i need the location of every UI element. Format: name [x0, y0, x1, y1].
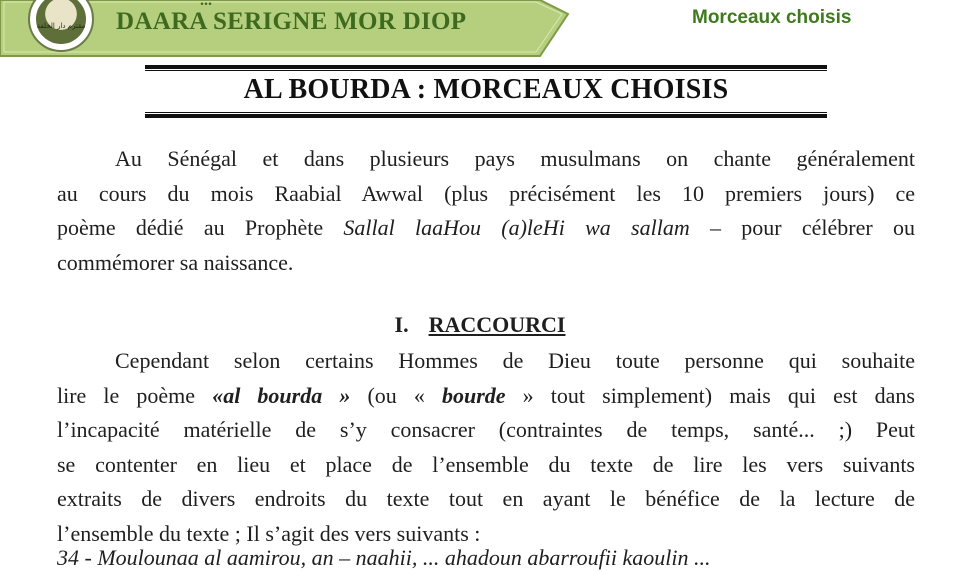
title-rule-top	[145, 65, 827, 69]
body-line-5: extraits de divers endroits du texte tout en ayant le bénéfice de la lecture de	[57, 486, 915, 511]
intro-line-3-suffix: – pour célébrer ou	[689, 215, 915, 240]
banner-subtitle: ...	[200, 0, 212, 9]
body-line-1: Cependant selon certains Hommes de Dieu toute personne qui souhaite	[115, 348, 915, 373]
title-rule-top-thin	[145, 70, 827, 71]
prophet-blessing: Sallal laaHou (a)leHi wa sallam	[343, 215, 690, 240]
body-line-6: l’ensemble du texte ; Il s’agit des vers suivants :	[57, 520, 481, 546]
body-line-4: se contenter en lieu et place de l’ensemble du texte de lire les vers suivants	[57, 451, 915, 477]
intro-line-1: Au Sénégal et dans plusieurs pays musulmans on chante généralement	[115, 146, 915, 171]
intro-line-3	[57, 211, 915, 246]
banner-title: DAARA SERIGNE MOR DIOP	[116, 8, 467, 35]
verse-line-partial: 34 - Moulounaa al aamirou, an – naahii, ... ahadoun abarroufii kaoulin ...	[57, 545, 711, 570]
title-rule-bottom-thin	[145, 112, 827, 113]
section-label: RACCOURCI	[428, 312, 566, 337]
body-line-2-c: (ou «	[350, 382, 442, 408]
section-heading	[0, 312, 960, 338]
body-line-2	[57, 379, 915, 414]
intro-line-4: commémorer sa naissance.	[57, 249, 294, 275]
intro-paragraph	[57, 142, 915, 280]
bourde-term: bourde	[442, 382, 506, 408]
body-line-2-a: lire le poème	[57, 382, 213, 408]
al-bourda-term: «al bourda »	[212, 382, 351, 408]
title-rule-bottom	[145, 114, 827, 118]
document-title: AL BOURDA : MORCEAUX CHOISIS	[243, 74, 729, 105]
logo-text: مقترم دار الخلفة	[36, 22, 86, 30]
header-banner	[0, 0, 570, 58]
section-number: I.	[394, 312, 409, 337]
body-line-3: l’incapacité matérielle de s’y consacrer (contraintes de temps, santé... ;) Peut	[57, 417, 915, 442]
body-paragraph	[57, 344, 915, 551]
header-section-name: Morceaux choisis	[692, 7, 852, 28]
intro-line-2: au cours du mois Raabial Awwal (plus précisément les 10 premiers jours) ce	[57, 180, 915, 206]
body-line-2-e: » tout simplement) mais qui est dans	[505, 382, 915, 408]
intro-line-3-prefix: poème dédié au Prophète	[57, 215, 344, 240]
